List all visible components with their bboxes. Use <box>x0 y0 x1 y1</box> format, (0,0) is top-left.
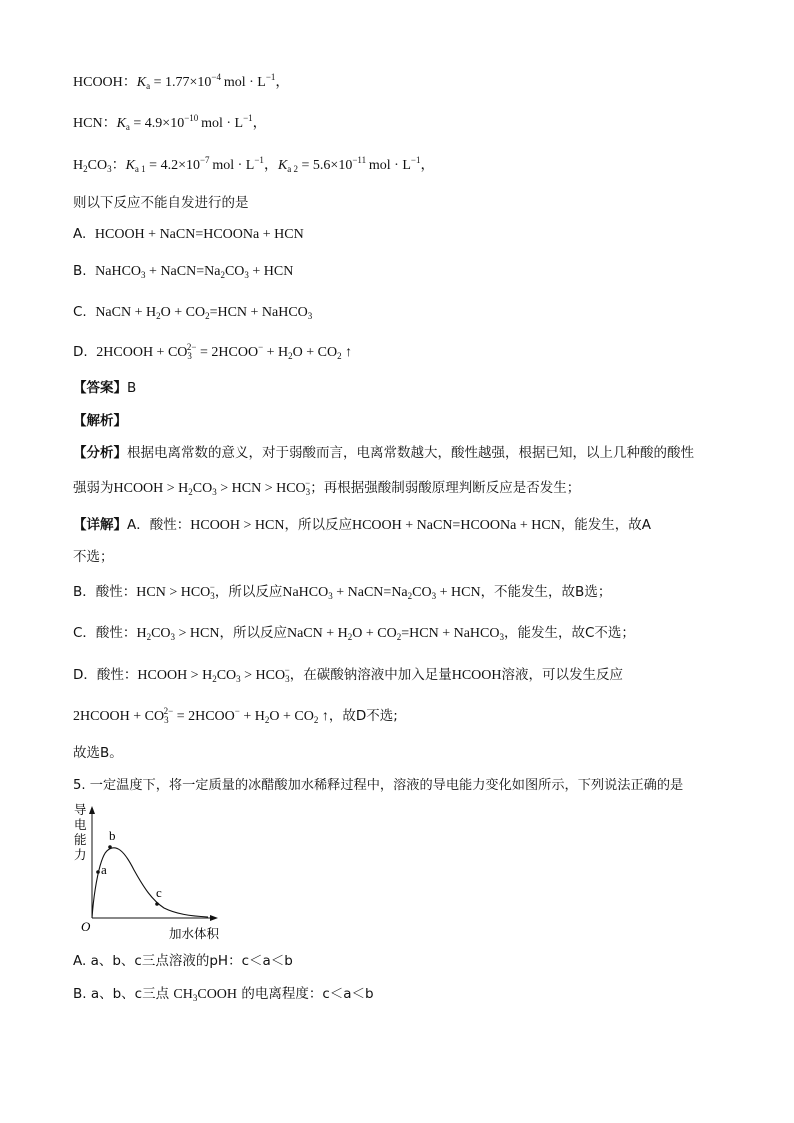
y-axis-arrow <box>89 806 95 814</box>
ka-hcn-line: HCN：$K_a = 4.9\times 10^{-10}$ mol · $L^{-1}$， <box>73 113 267 132</box>
xiangjie-c-line: C．酸性：$H_2CO_3$ > HCN，所以反应NaCN + $H_2O + CO_2=HCN$ + NaHCO$_3$，能发生，故C不选； <box>73 625 635 642</box>
y-axis-label-char: 能 <box>74 832 87 847</box>
y-axis-label <box>74 802 87 862</box>
point-a-label: a <box>101 862 107 877</box>
q5-option-b: B. a、b、c三点 $CH_3COOH$ 的电离程度：c＜a＜b <box>73 986 374 1003</box>
xiangjie-a-cont: 不选； <box>73 549 114 565</box>
xiangjie-d-line: D．酸性：HCOOH > $H_2CO_3 > HCO_3^-$，在碳酸钠溶液中加入足量HCOOH溶液，可以发生反应 <box>73 665 623 684</box>
question-stem: 则以下反应不能自发进行的是 <box>73 195 249 211</box>
option-a: A. HCOOH + NaCN=HCOONa + HCN <box>73 226 304 242</box>
y-axis-label-char: 力 <box>74 847 87 862</box>
fenxi-line2: 强弱为HCOOH > $H_2CO_3$ > HCN > $HCO_3^-$；再根据强酸制弱酸原理判断反应是否发生； <box>73 478 581 497</box>
y-axis-label-char: 导 <box>74 802 87 817</box>
answer-line: 【答案】B <box>73 380 137 396</box>
ka-h2co3-line: $H_2CO_3$：$K_{a 1} = 4.2\times 10^{-7}$ mol · $L^{-1}$，$K_{a 2} = 5.6\times 10^{-11}$ mol · $L^{-1}$， <box>73 155 435 174</box>
xiangjie-b-line: B．酸性：HCN > $HCO_3^-$，所以反应NaHCO$_3$ + $NaCN=Na_2CO_3$ + HCN，不能发生，故B选； <box>73 582 612 601</box>
q5-option-a: A. a、b、c三点溶液的pH：c＜a＜b <box>73 953 293 969</box>
fenxi-line1: 【分析】根据电离常数的意义，对于弱酸而言，电离常数越大，酸性越强，根据已知，以上几种酸的酸性 <box>73 445 694 461</box>
ka-hcooh-line: HCOOH：$K_a = 1.77\times 10^{-4}$ mol · $L^{-1}$， <box>73 72 290 91</box>
conductivity-chart <box>72 800 232 945</box>
x-axis-label: 加水体积 <box>169 926 220 941</box>
option-d: D. 2HCOOH + $CO_3^{2-}$ = 2HCOO− + $H_2O + CO_2$ ↑ <box>73 342 353 361</box>
point-c <box>155 902 159 906</box>
xiangjie-d-eq: 2HCOOH + $CO_3^{2-}$ = 2HCOO− + $H_2O + CO_2$ ↑，故D不选; <box>73 706 398 725</box>
option-c: C. NaCN + $H_2O + CO_2=HCN$ + NaHCO$_3$ <box>73 304 313 321</box>
point-c-label: c <box>156 885 162 900</box>
point-b <box>108 845 112 849</box>
origin-label: O <box>81 919 91 934</box>
q5-stem: 5. 一定温度下，将一定质量的冰醋酸加水稀释过程中，溶液的导电能力变化如图所示，下列说法正确的是 <box>73 778 684 793</box>
point-a <box>96 870 100 874</box>
conclusion: 故选B。 <box>73 745 123 761</box>
option-b: B. NaHCO$_3$ + $NaCN=Na_2CO_3$ + HCN <box>73 263 294 280</box>
point-b-label: b <box>109 828 116 843</box>
y-axis-label-char: 电 <box>74 817 87 832</box>
analysis-tag: 【解析】 <box>73 413 127 429</box>
xiangjie-a-line: 【详解】A．酸性：HCOOH > HCN，所以反应HCOOH + NaCN=HCOONa + HCN，能发生，故A <box>73 517 652 533</box>
x-axis-arrow <box>210 915 218 921</box>
conductivity-curve <box>92 848 208 918</box>
